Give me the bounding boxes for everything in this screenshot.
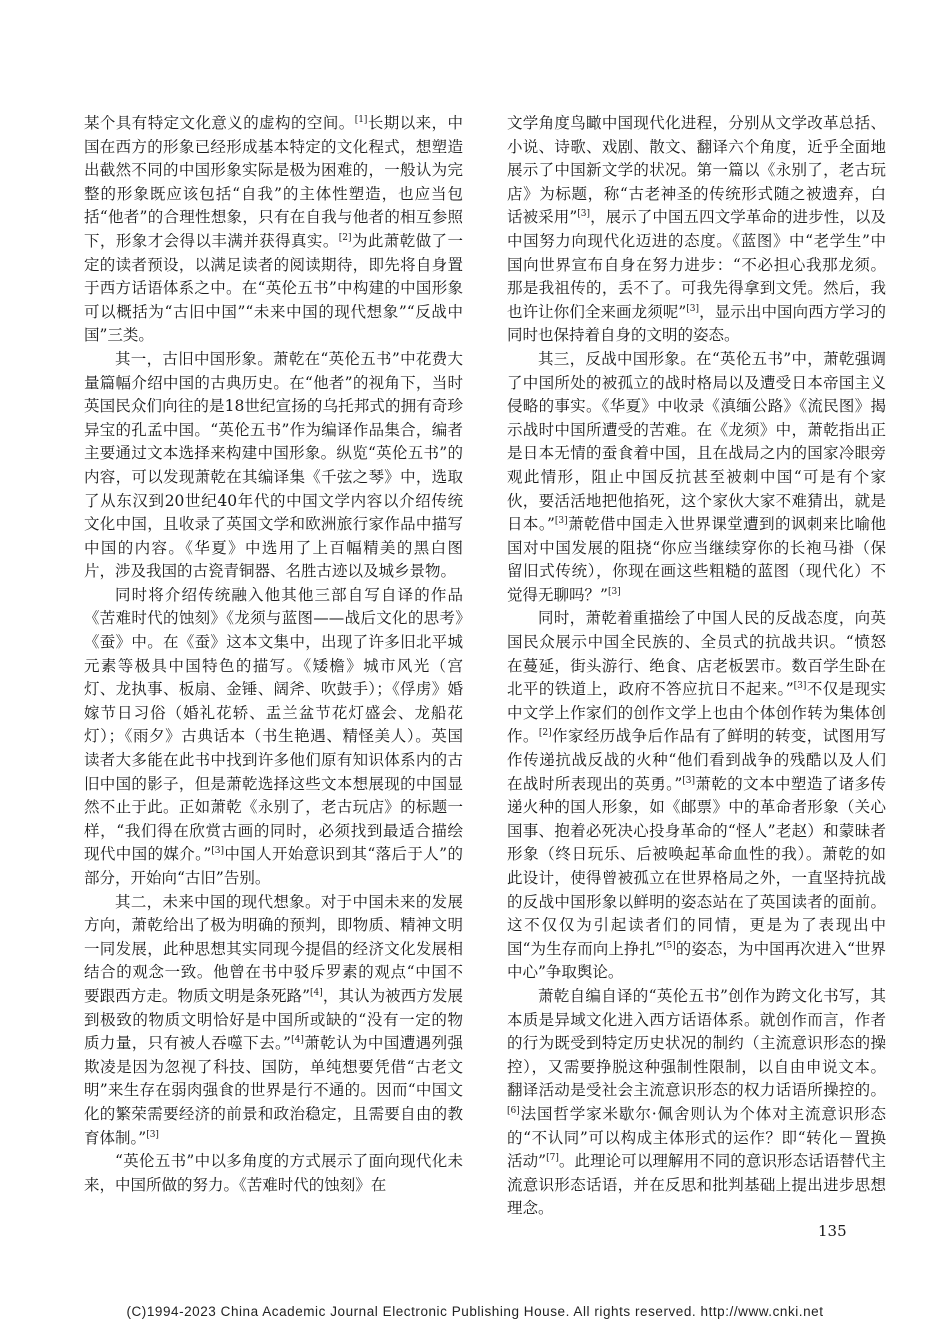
right-column bbox=[507, 112, 886, 1221]
paragraph-text: 。此理论可以理解用不同的意识形态话语替代主流意识形态话语，并在反思和批判基础上提出进步思想理念。 bbox=[507, 1152, 886, 1218]
paragraph-text: 法国哲学家米歇尔·佩舍则认为个体对主流意识形态的“不认同”可以构成主体形式的运作？即“转化－置换活动” bbox=[507, 1104, 886, 1171]
citation-marker: [3] bbox=[793, 681, 807, 692]
paragraph-text: 同时将介绍传统融入他其他三部自写自译的作品《苦难时代的蚀刻》《龙须与蓝图——战后文化的思考》《蚕》中。在《蚕》这本文集中，出现了许多旧北平城元素等极具中国特色的描写。《矮檐》城市风光（宫灯、龙执事、板扇、金锤、阔斧、吹鼓手）；《俘虏》婚嫁节日习俗（婚礼花轿、盂兰盆节花灯盛会、龙船花灯）；《雨夕》古典话本（书生艳遇、精怪美人）。英国读者大多能在此书中找到许多他们原有知识体系内的古旧中国的影子，但是萧乾选择这些文本想展现的中国显然不止于此。正如萧乾《永别了，老古玩店》的标题一样，“我们得在欣赏古画的同时，必须找到最适合描绘现代中国的媒介。” bbox=[84, 585, 463, 864]
paragraph bbox=[507, 348, 886, 608]
citation-marker: [1] bbox=[354, 114, 368, 125]
citation-marker: [2] bbox=[338, 232, 352, 243]
citation-marker: [3] bbox=[607, 586, 621, 597]
citation-marker: [2] bbox=[538, 728, 552, 739]
citation-marker: [3] bbox=[146, 1129, 159, 1140]
citation-marker: [6] bbox=[507, 1105, 520, 1116]
citation-marker: [7] bbox=[546, 1152, 559, 1163]
citation-marker: [4] bbox=[310, 987, 323, 998]
paragraph-text: 中国人开始意识到其“落后于人”的部分，开始向“古旧”告别。 bbox=[84, 845, 463, 887]
paragraph-text: 萧乾自编自译的“英伦五书”创作为跨文化书写，其本质是异域文化进入西方话语体系。就创作而言，作者的行为既受到特定历史状况的制约（主流意识形态的操控），又需要挣脱这种强制性限制，以自由申说文本。翻译活动是受社会主流意识形态的权力话语所操控的。 bbox=[507, 986, 886, 1100]
paragraph-text: 文学角度鸟瞰中国现代化进程，分别从文学改革总括、小说、诗歌、戏剧、散文、翻译六个角度，近乎全面地展示了中国新文学的状况。第一篇以《永别了，老古玩店》为标题，称“古老神圣的传统形式随之被遗弃，白话被采用” bbox=[507, 114, 886, 227]
paragraph bbox=[507, 112, 886, 348]
citation-marker: [5] bbox=[662, 940, 676, 951]
citation-marker: [3] bbox=[577, 209, 590, 220]
paragraph bbox=[84, 1150, 463, 1197]
citation-marker: [4] bbox=[291, 1035, 304, 1045]
paragraph-text: 萧乾认为中国遭遇列强欺凌是因为忽视了科技、国防，单纯想要凭借“古老文明”来生存在弱肉强食的世界是行不通的。因而“中国文化的繁荣需要经济的前景和政治稳定，且需要自由的教育体制。” bbox=[84, 1034, 463, 1147]
citation-marker: [3] bbox=[554, 515, 568, 526]
paragraph-text: “英伦五书”中以多角度的方式展示了面向现代化未来，中国所做的努力。《苦难时代的蚀刻》在 bbox=[84, 1152, 463, 1194]
paragraph-text: 其一，古旧中国形象。萧乾在“英伦五书”中花费大量篇幅介绍中国的古典历史。在“他者”的视角下，当时英国民众们向往的是18世纪宣扬的乌托邦式的拥有奇珍异宝的孔孟中国。“英伦五书”作为编译作品集合，编者主要通过文本选择来构建中国形象。纵览“英伦五书”的内容，可以发现萧乾在其编译集《千弦之琴》中，选取了从东汉到20世纪40年代的中国文学内容以介绍传统文化中国，且收录了英国文学和欧洲旅行家作品中描写中国的内容。《华夏》中选用了上百幅精美的黑白图片，涉及我国的古瓷青铜器、名胜古迹以及城乡景物。 bbox=[84, 349, 463, 581]
paragraph-text: ，其认为被西方发展到极致的物质文明恰好是中国所或缺的“没有一定的物质力量，只有被人吞噬下去。” bbox=[84, 986, 463, 1053]
paragraph-text: 为此萧乾做了一定的读者预设，以满足读者的阅读期待，即先将自身置于西方话语体系之中。在“英伦五书”中构建的中国形象可以概括为“古旧中国”“未来中国的现代想象”“反战中国”三类。 bbox=[84, 231, 463, 345]
paragraph-text: 萧乾的文本中塑造了诸多传递火种的国人形象，如《邮票》中的革命者形象（关心国事、抱着必死决心投身革命的“怪人”老赵）和蒙昧者形象（终日玩乐、后被唤起革命血性的我）。萧乾的如此设计，使得曾被孤立在世界格局之外，一直坚持抗战的反战中国形象以鲜明的姿态站在了英国读者的面前。这不仅仅为引起读者们的同情，更是为了表现出中国“为生存而向上挣扎” bbox=[507, 774, 886, 958]
paragraph-text: 同时，萧乾着重描绘了中国人民的反战态度，向英国民众展示中国全民族的、全员式的抗战共识。“愤怒在蔓延，街头游行、绝食、店老板罢市。数百学生卧在北平的铁道上，政府不答应抗日不起来。” bbox=[507, 609, 886, 699]
citation-marker: [3] bbox=[686, 303, 700, 314]
citation-marker: [3] bbox=[682, 775, 695, 786]
paragraph-text: 其三，反战中国形象。在“英伦五书”中，萧乾强调了中国所处的被孤立的战时格局以及遭受日本帝国主义侵略的事实。《华夏》中收录《滇缅公路》《流民图》揭示战时中国所遭受的苦难。在《龙须》中，萧乾指出正是日本无情的蚕食着中国，且在战局之内的国家冷眼旁观此情形，阻止中国反抗甚至被刺中国“可是有个家伙，要活活地把他掐死，这个家伙大家不难猜出，就是日本。” bbox=[507, 349, 886, 534]
left-column bbox=[84, 112, 463, 1197]
paragraph bbox=[84, 891, 463, 1151]
paragraph-text: 长期以来，中国在西方的形象已经形成基本特定的文化程式，想塑造出截然不同的中国形象实际是极为困难的，一般认为完整的形象既应该包括“自我”的主体性塑造，也应当包括“他者”的合理性想象，只有在自我与他者的相互参照下，形象才会得以丰满并获得真实。 bbox=[84, 114, 463, 250]
copyright-footer: (C)1994-2023 China Academic Journal Electronic Publishing House. All rights reserved. http://www.cnki.net bbox=[126, 1304, 824, 1319]
paragraph-text: 某个具有特定文化意义的虚构的空间。 bbox=[84, 114, 355, 132]
paragraph-text: 其二，未来中国的现代想象。对于中国未来的发展方向，萧乾给出了极为明确的预判，即物质、精神文明一同发展，此种思想其实同现今提倡的经济文化发展相结合的观念一致。他曾在书中驳斥罗素的观点“中国不要跟西方走。物质文明是条死路” bbox=[84, 892, 463, 1005]
paragraph-text: 作家经历战争后作品有了鲜明的转变，试图用写作传递抗战反战的火种“他们看到战争的残酷以及人们在战时所表现出的英勇。” bbox=[507, 727, 886, 793]
paragraph bbox=[84, 112, 463, 348]
paragraph bbox=[507, 985, 886, 1221]
paragraph-text: 的姿态，为中国再次进入“世界中心”争取舆论。 bbox=[507, 939, 886, 982]
paragraph-text: ，显示出中国向西方学习的同时也保持着自身的文明的姿态。 bbox=[507, 302, 886, 345]
paragraph bbox=[84, 348, 463, 584]
citation-marker: [3] bbox=[211, 846, 224, 857]
paragraph-text: ，展示了中国五四文学革命的进步性，以及中国努力向现代化迈进的态度。《蓝图》中“老学生”中国向世界宣布自身在努力进步：“不必担心我那龙须。那是我祖传的，丢不了。可我先得拿到文凭。然后，我也许让你们全来画龙须呢” bbox=[507, 208, 886, 321]
paragraph bbox=[84, 584, 463, 891]
paragraph-text: 不仅是现实中文学上作家们的创作文学上也由个体创作转为集体创作。 bbox=[507, 680, 886, 746]
paragraph bbox=[507, 607, 886, 985]
page-number: 135 bbox=[818, 1222, 847, 1240]
paragraph-text: 萧乾借中国走入世界课堂遭到的讽刺来比喻他国对中国发展的阻挠“你应当继续穿你的长袍马褂（保留旧式传统），你现在画这些粗糙的蓝图（现代化）不觉得无聊吗？” bbox=[507, 515, 886, 604]
